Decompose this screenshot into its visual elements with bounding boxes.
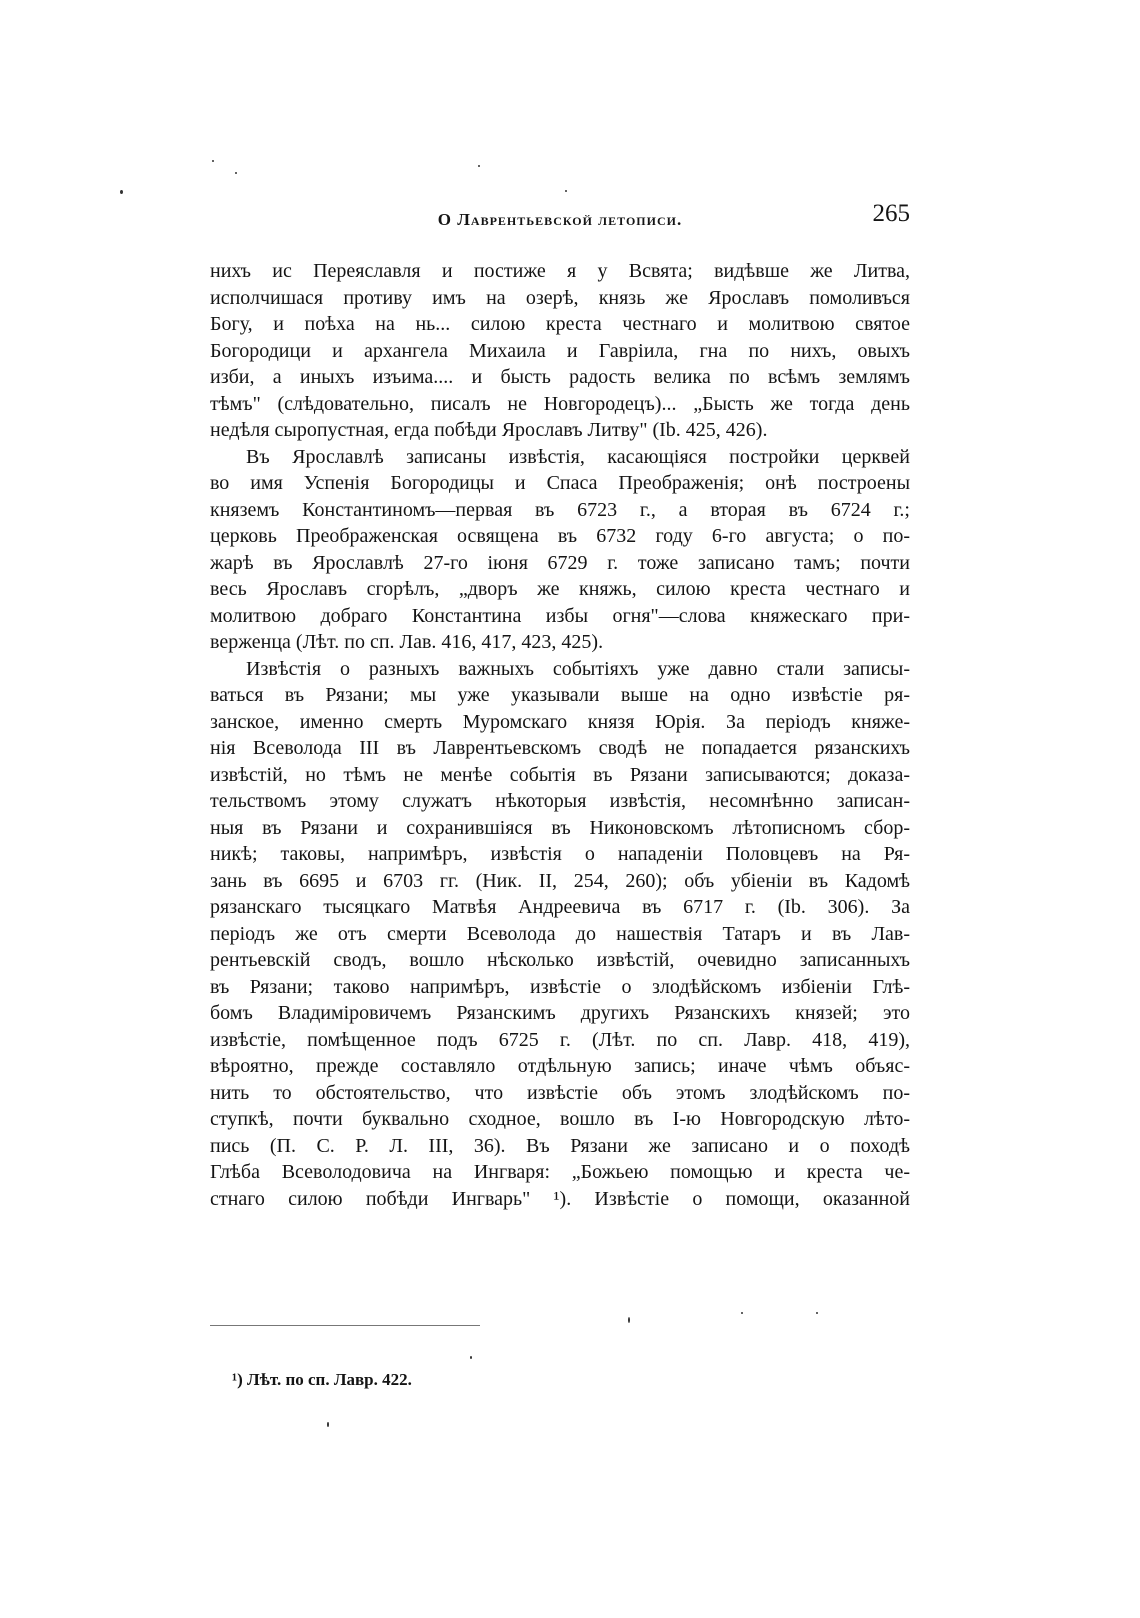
text-line: періодъ же отъ смерти Всеволода до нашествія Татаръ и въ Лав-: [210, 922, 910, 945]
text-line: зань въ 6695 и 6703 гг. (Ник. II, 254, 260); объ убіеніи въ Кадомѣ: [210, 869, 910, 892]
text-line: тѣмъ" (слѣдовательно, писалъ не Новгородецъ)... „Бысть же тогда день: [210, 392, 910, 415]
scan-speck: [235, 172, 237, 174]
text-line: изби, а иныхъ изъима.... и бысть радость велика по всѣмъ землямъ: [210, 366, 910, 388]
text-line: нія Всеволода III въ Лаврентьевскомъ сводѣ не попадается рязанскихъ: [210, 737, 910, 759]
text-line: весь Ярославъ сгорѣлъ, „дворъ же княжь, силою креста честнаго и: [210, 578, 910, 600]
text-line: Богу, и поѣха на нь... силою креста честнаго и молитвою святое: [210, 313, 910, 335]
text-line: рязанскаго тысяцкаго Матвѣя Андреевича въ 6717 г. (Ib. 306). За: [210, 896, 910, 918]
scan-speck: [212, 160, 214, 162]
text-line: Извѣстія о разныхъ важныхъ событіяхъ уже давно стали записы-: [246, 657, 910, 680]
text-line: Богородици и архангела Михаила и Гавріила, гна по нихъ, овыхъ: [210, 339, 910, 362]
text-line: въ Рязани; таково напримѣръ, извѣстіе о злодѣйскомъ избіеніи Глѣ-: [210, 975, 910, 998]
scan-speck: [741, 1312, 743, 1314]
text-line: ступкѣ, почти буквально сходное, вошло въ I-ю Новгородскую лѣто-: [210, 1108, 910, 1130]
scan-speck: [816, 1312, 818, 1314]
scan-speck: [628, 1317, 630, 1323]
text-line: извѣстіе, помѣщенное подъ 6725 г. (Лѣт. по сп. Лавр. 418, 419),: [210, 1028, 910, 1051]
text-line: Глѣба Всеволодовича на Ингваря: „Божьею помощью и креста че-: [210, 1161, 910, 1183]
text-line: во имя Успенія Богородицы и Спаса Преображенія; онѣ построены: [210, 472, 910, 494]
text-line: бомъ Владиміровичемъ Рязанскимъ другихъ Рязанскихъ князей; это: [210, 1002, 910, 1024]
scan-speck: [565, 190, 567, 192]
text-line: недѣля сыропустная, егда побѣди Ярославъ Литву" (Ib. 425, 426).: [210, 419, 768, 441]
text-line: жарѣ въ Ярославлѣ 27-го іюня 6729 г. тоже записано тамъ; почти: [210, 551, 910, 574]
text-line: церковь Преображенская освящена въ 6732 году 6-го августа; о по-: [210, 525, 910, 547]
running-title: О Лаврентьевской летописи.: [437, 210, 683, 229]
text-line: тельствомъ этому служатъ нѣкоторыя извѣстія, несомнѣнно записан-: [210, 790, 910, 812]
text-line: стнаго силою побѣди Ингварь" ¹). Извѣстіе о помощи, оказанной: [210, 1187, 910, 1210]
text-line: верженца (Лѣт. по сп. Лав. 416, 417, 423, 425).: [210, 631, 604, 653]
text-line: ныя въ Рязани и сохранившіяся въ Никоновскомъ лѣтописномъ сбор-: [210, 816, 910, 839]
text-line: ваться въ Рязани; мы уже указывали выше на одно извѣстіе ря-: [210, 684, 910, 706]
text-line: извѣстій, но тѣмъ не менѣе событія въ Рязани записываются; доказа-: [210, 763, 910, 786]
scan-speck: [478, 165, 480, 167]
scan-speck: [327, 1422, 329, 1427]
body-text: [210, 258, 910, 1212]
text-line: нить то обстоятельство, что извѣстіе объ этомъ злодѣйскомъ по-: [210, 1081, 910, 1104]
footnote-rule: [210, 1325, 480, 1326]
scan-speck: [470, 1356, 472, 1359]
text-line: вѣроятно, прежде составляло отдѣльную запись; иначе чѣмъ объяс-: [210, 1055, 910, 1077]
text-line: пись (П. С. Р. Л. III, 36). Въ Рязани же записано и о походѣ: [210, 1134, 910, 1157]
text-line: занское, именно смерть Муромскаго князя Юрія. За періодъ княже-: [210, 710, 910, 733]
page-header: [210, 200, 910, 234]
text-line: молитвою добраго Константина избы огня"—слова княжескаго при-: [210, 604, 910, 627]
footnote: ¹) Лѣт. по сп. Лавр. 422.: [232, 1370, 412, 1389]
scan-speck: [120, 190, 123, 194]
text-line: никѣ; таковы, напримѣръ, извѣстія о нападеніи Половцевъ на Ря-: [210, 843, 910, 865]
text-line: рентьевскій сводъ, вошло нѣсколько извѣстій, очевидно записанныхъ: [210, 949, 910, 971]
text-line: Въ Ярославлѣ записаны извѣстія, касающіяся постройки церквей: [246, 445, 910, 468]
text-line: княземъ Константиномъ—первая въ 6723 г., а вторая въ 6724 г.;: [210, 498, 910, 521]
page-number: 265: [872, 200, 910, 227]
text-line: нихъ ис Переяславля и постиже я у Всвята; видѣвше же Литва,: [210, 260, 910, 282]
text-line: исполчишася противу имъ на озерѣ, князь же Ярославъ помоливъся: [210, 286, 910, 309]
